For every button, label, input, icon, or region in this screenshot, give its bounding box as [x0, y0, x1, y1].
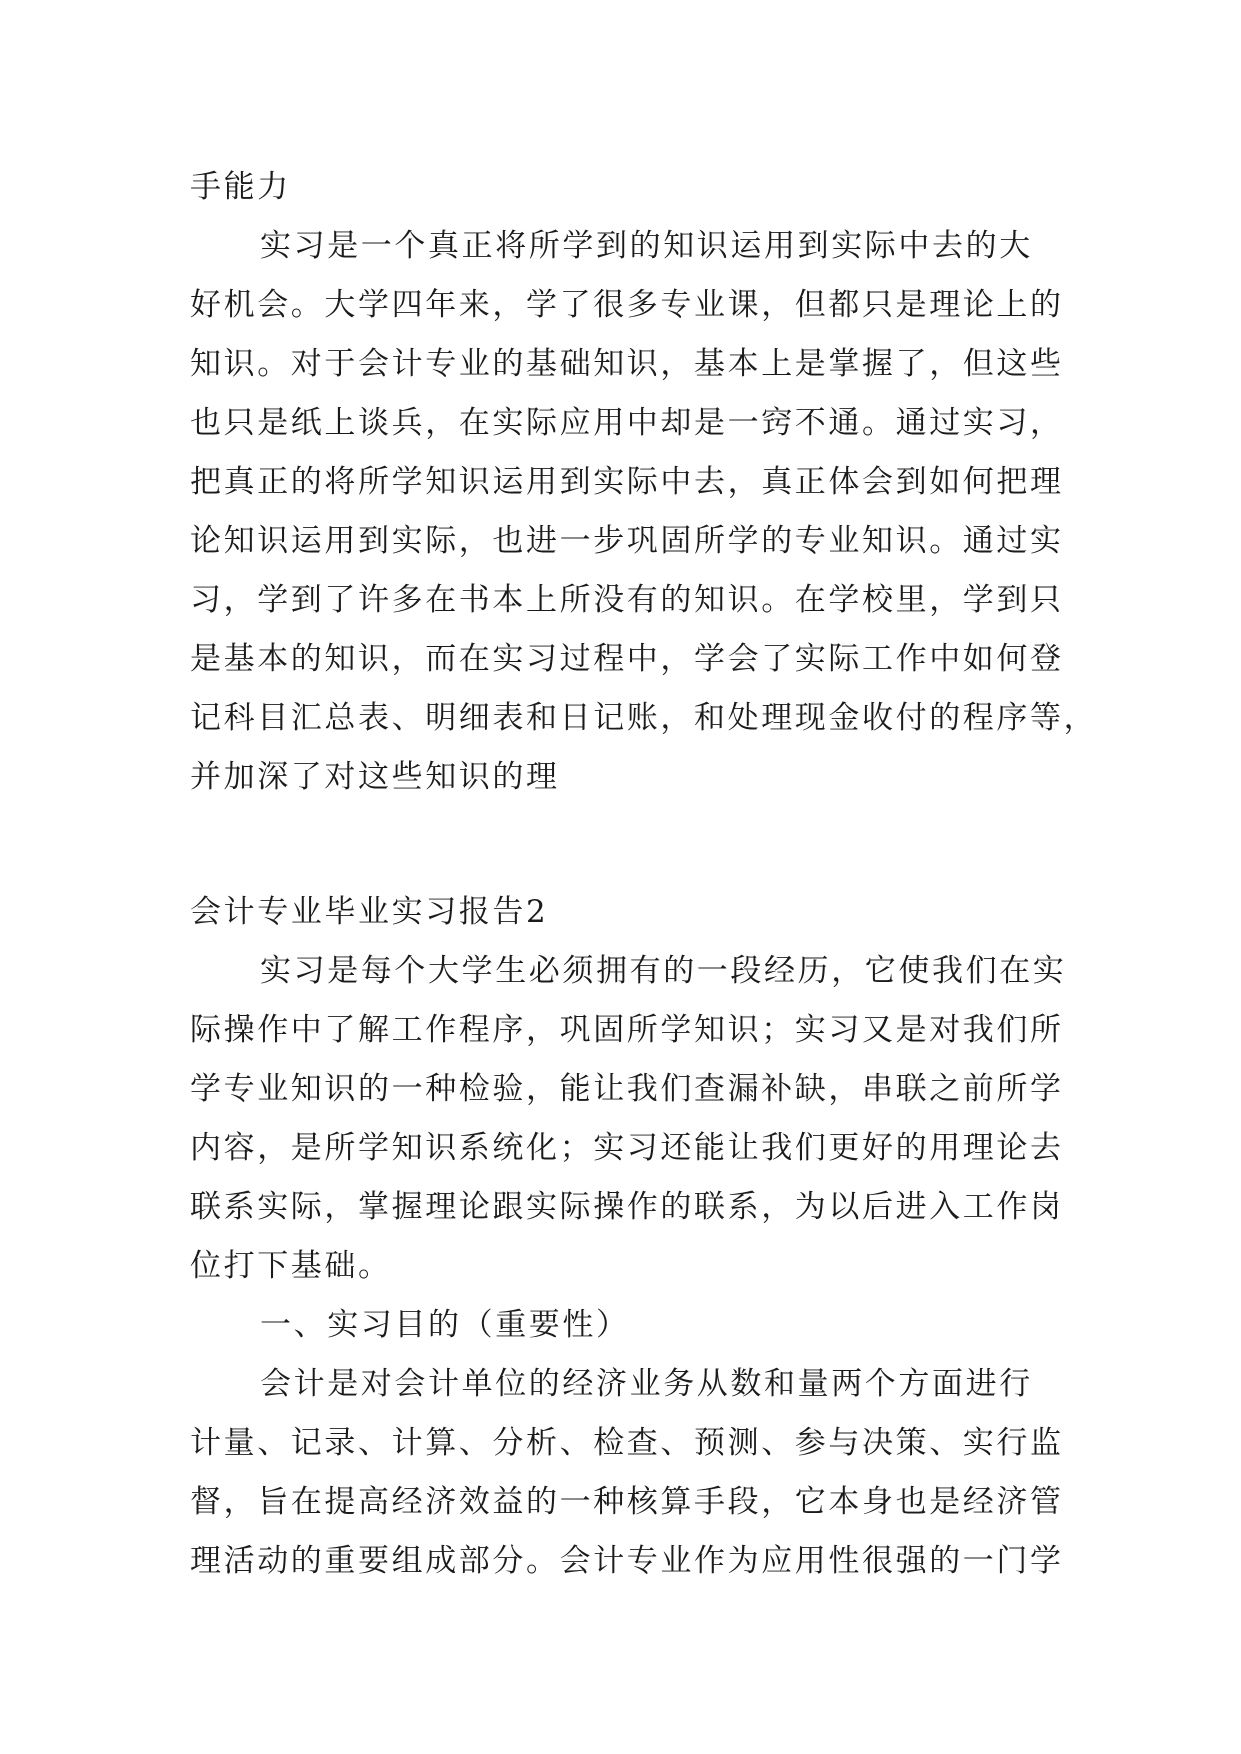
- text-line: 联系实际，掌握理论跟实际操作的联系，为以后进入工作岗: [190, 1189, 1064, 1225]
- text-line: 也只是纸上谈兵，在实际应用中却是一窍不通。通过实习，: [190, 405, 1064, 441]
- text-section-2: [190, 883, 1067, 1591]
- text-line: 把真正的将所学知识运用到实际中去，真正体会到如何把理: [190, 464, 1064, 500]
- text-line: 位打下基础。: [190, 1248, 392, 1284]
- text-line: 学专业知识的一种检验，能让我们查漏补缺，串联之前所学: [190, 1071, 1064, 1107]
- text-line: 手能力: [190, 169, 291, 205]
- text-line: 论知识运用到实际，也进一步巩固所学的专业知识。通过实: [190, 523, 1064, 559]
- text-line: 际操作中了解工作程序，巩固所学知识；实习又是对我们所: [190, 1012, 1064, 1048]
- section-heading: 会计专业毕业实习报告2: [190, 894, 549, 930]
- text-line: 内容，是所学知识系统化；实习还能让我们更好的用理论去: [190, 1130, 1064, 1166]
- text-line: 好机会。大学四年来，学了很多专业课，但都只是理论上的: [190, 287, 1064, 323]
- subheading: 一、实习目的（重要性）: [260, 1307, 630, 1343]
- text-line: 是基本的知识，而在实习过程中，学会了实际工作中如何登: [190, 641, 1064, 677]
- text-line: 实习是每个大学生必须拥有的一段经历，它使我们在实: [260, 953, 1067, 989]
- text-line: 习，学到了许多在书本上所没有的知识。在学校里，学到只: [190, 582, 1064, 618]
- text-line: 记科目汇总表、明细表和日记账，和处理现金收付的程序等，: [190, 700, 1098, 736]
- text-line: 理活动的重要组成部分。会计专业作为应用性很强的一门学: [190, 1543, 1064, 1579]
- text-line: 实习是一个真正将所学到的知识运用到实际中去的大: [260, 228, 1033, 264]
- text-section-1: [190, 158, 1098, 807]
- text-line: 督，旨在提高经济效益的一种核算手段，它本身也是经济管: [190, 1484, 1064, 1520]
- text-line: 计量、记录、计算、分析、检查、预测、参与决策、实行监: [190, 1425, 1064, 1461]
- text-line: 知识。对于会计专业的基础知识，基本上是掌握了，但这些: [190, 346, 1064, 382]
- text-line: 会计是对会计单位的经济业务从数和量两个方面进行: [260, 1366, 1033, 1402]
- text-line: 并加深了对这些知识的理: [190, 759, 560, 795]
